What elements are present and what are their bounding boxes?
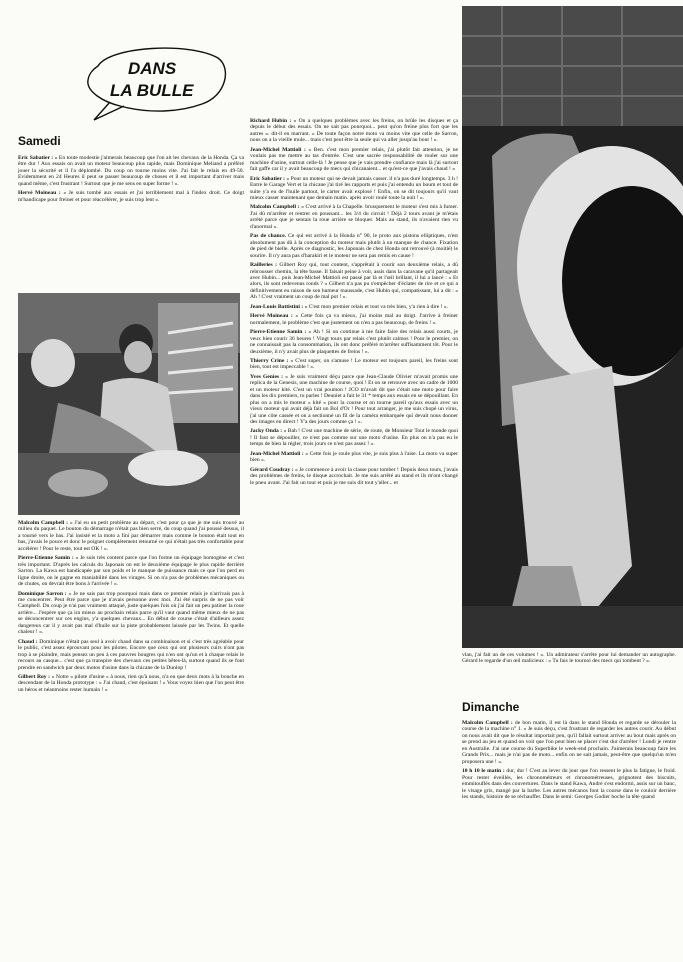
paragraph: Chaud : Dominique n'était pas seul à avoir chaud dans sa combinaison et si c'est très agréable pour le public, c'est assez éprouvant pour les pilotes. Encore que ceux qui ont plusieurs cuirs n'ont pas trop à se plaindre, mais pensez un peu à ces pauvres bougres qui n'en ont qu'un et à chaque relais le recours au casque... c'est que ça transpire des chevaux ces petites bêtes-là, surtout quand ils se font prendre en sandwich par deux motos d'usine dans la chicane de la Dunlop !: [18, 638, 244, 671]
riders-camp-photo: [18, 293, 240, 515]
rider-portrait-photo: [462, 6, 683, 648]
title-line1: DANS: [128, 59, 177, 78]
paragraph: vlan, j'ai fait un de ces volumes ! ». Un admirateur s'arrête pour lui demander un autographe. Gérard le regarde d'un œil malicieux : « Tu fais le tournoi des mecs qui tombent ? ».: [462, 652, 676, 665]
paragraph: Eric Sabatier : « En toute modestie j'aimerais beaucoup que l'on ait les chevaux de la Honda. Ça va être dur ! Aux essais on avait un moteur beaucoup plus rapide, mais Dominique Meliand a préféré jouer la sécurité et il l'a déplombé. Du coup on tourne moins vite. J'ai fait le relais en 49-50. Evidemment en 24 Heures il peut se passer beaucoup de choses et il est important d'arriver mais quand même, c'est frustrant ! Surtout que je me sens en super forme ! ».: [18, 155, 244, 187]
col2-text: [250, 118, 458, 954]
paragraph: Gilbert Roy : « Notre « pilote d'usine » à nous, rien qu'à nous, n'a eu que deux mots à la bouche en descendant de la Honda prototype : « J'ai chaud, c'est épuisant ! » Vous voyez bien que l'on peut être un héros et néanmoins rester humain ! »: [18, 673, 244, 693]
paragraph: Jean-Michel Mattioli : « Ben. c'est mon premier relais, j'ai plutôt fait attention, je ne voulais pas me mettre au tas d'entrée. C'est une sacrée responsabilité de rouler sur une machine d'usine, surtout celle-là ! Je pense que je vais prendre confiance mais là j'ai surtout fait gaffe car il y avait beaucoup de mecs qui chicanaient... et qu'est-ce que j'avais chaud ! »: [250, 146, 458, 173]
paragraph: Hervé Moineau : « Cette fois ça va mieux, j'ai moins mal au doigt. J'arrive à freiner normalement, le problème c'est que justement on n'en a pas beaucoup, de freins ! ».: [250, 313, 458, 326]
col1-bottom-text: [18, 520, 244, 952]
title-line2: LA BULLE: [110, 81, 194, 100]
section-sunday: Dimanche: [462, 700, 520, 714]
col1-top-text: [18, 155, 244, 293]
col3-top-text: [462, 652, 676, 700]
paragraph: Eric Sabatier : « Pour un moteur qui ne devait jamais casser. il n'a pas duré longtemps. 3 h ! Entre le Garage Vert et la chicane j'ai tiré les rapports et puis j'ai entendu un boum et tout de suite y'a eu de l'huile partout, le carter avait explosé ! Enfin, on se dit toujours qu'il vaut mieux casser maintenant que demain matin. après avoir roulé toute la nuit ! ».: [250, 175, 458, 201]
paragraph: Dominique Sarron : « Je ne sais pas trop pourquoi mais dans ce premier relais je n'arrivais pas à me concentrer. Peut être parce que je n'avais personne avec moi. J'ai été surpris de ne pas voir Campbell. Du coup je n'ai pas vraiment attaqué, juste quelques fois où j'ai fait un peu patiner la roue arrière... J'espère que ça ira mieux au prochain relais parce qu'il vaut quand même mieux de ne pas se déconcentrer sur ces engins, y'a quelques chevaux... En début de course c'était d'ailleurs assez dangereux car il y avait pas mal d'huile sur la piste probablement laissée par les Twins. Et quelle chaleur ! ».: [18, 590, 244, 636]
col3-sunday-text: [462, 720, 676, 954]
paragraph: Thierry Crine : « C'est super, on s'amuse ! Le moteur est toujours pareil, les freins sont bien, tout est impeccable ! ».: [250, 357, 458, 371]
paragraph: Jean-Louis Battistini : « C'est mon premier relais et tout va très bien, y'a rien à dire ! ».: [250, 303, 449, 310]
paragraph: Richard Hubin : « On a quelques problèmes avec les freins, on brûle les disques et ça depuis le début des essais. On ne sait pas pourquoi... peut qu'on freine plus fort que les autres ». dit-il en marrant. « De toute façon notre moto va moins vite que celle de Sarron, nous on a la vieille mule... mais c'est peut être la seule qui va aller jusqu'au bout ! ».: [250, 118, 458, 144]
paragraph: Hervé Moineau : « Je suis tombé aux essais et j'ai terriblement mal à l'index droit. Ce doigt m'handicape pour freiner et pour réaccélérer, je suis trop lent ».: [18, 190, 244, 203]
paragraph: Jean-Michel Mattioli : « Cette fois je roule plus vite, je suis plus à l'aise. La moto va super bien ».: [250, 450, 458, 464]
paragraph: Pierre-Etienne Samin : « Je suis très content parce que l'on forme un équipage homogène et c'est très important. D'après les calculs du Japonais on est le deuxième équipage le plus rapide derrière Sarron. La Kawa est handicapée par son poids et le manque de puissance mais ce que l'on perd en ligne droite, on le gagne en maniabilité dans les virages. Si on n'a pas de problèmes mécaniques ou de chutes, on devrait être bons à l'arrivée ! ».: [18, 555, 244, 588]
paragraph: Jacky Onda : « Bah ! C'est une machine de série, de route, de Monsieur Tout le monde quoi ! Il faut se dépouiller, ce n'est pas comme sur une moto d'usine. En plus on n'a pas eu le temps de bien la régler, trois jours ce n'est pas assez ! ».: [250, 428, 458, 448]
dans-la-bulle-logo: [80, 40, 230, 122]
paragraph: Pierre-Etienne Samin : « Ah ! Si on continue à me faire faire des relais aussi courts, je veux bien courir 36 heures ! Vingt tours par relais c'est plutôt calmos ! Pour le premier, on ne connaissait pas la consommation, ils ont donc préféré m'arrêter suffisamment tôt. Pour le deuxième, il n'y avait plus de plaquettes de freins ! ».: [250, 329, 458, 355]
paragraph: Malcolm Campbell : « C'est arrivé à la Chapelle. brusquement le moteur s'est mis à fumer. J'ai dû m'arrêter et rentrer en poussant... les 3/4 du circuit ! Déjà 2 tours avant je m'étais arrêté parce que je sentais la roue arrière se bloquer. Mais au stand, ils n'avaient rien vu d'anormal ».: [250, 204, 458, 230]
paragraph: Pas de chance. Ce qui est arrivé à la Honda n° 90, le proto aux pistons elliptiques, n'est absolument pas dû à la conception du moteur mais plutôt à un manque de chance. Fixation de pied de bielle. Après ce diagnostic, les Japonais de chez Honda ont retrouvé (à moitié) le sourire. Il n'y aura pas d'harakiri et le moteur ne sera pas remis en cause !: [250, 233, 458, 259]
paragraph: Gérard Coudray : « Je commence à avoir la classe pour tomber ! Depuis deux tours, j'avais des problèmes de freins, le disque accrochait. Je me suis arrêté au stand et ils m'ont changé le pneu avant. J'ai fait un tour et puis je me suis dit tout y'aller... et: [250, 466, 458, 486]
section-saturday: Samedi: [18, 134, 61, 148]
paragraph: Malcolm Campbell : « J'ai eu un petit problème au départ, c'est pour ça que je me suis trouvé au milieu du paquet. Le bouton du démarrage n'était pas bien serré, du coup quand j'ai poussé dessus, il a tourné vers le bas. J'ai insisté et la moto a fini par démarrer mais comme le bouton était tout en bas, j'avais le pouce et donc le poignet complètement retourné ce qui n'était pas très confortable pour accélérer ! Pour le reste, tout est OK ! ».: [18, 520, 244, 552]
paragraph: Malcolm Campbell : de bon matin, il est là dans le stand Honda et regarde se dérouler la course de la machine n° 1. « Je suis déçu, c'est frustrant de regarder les autres courir. Au début on nous avait dit que le résultat importait peu, qu'il fallait surtout arriver au bout mais après on se prend au jeu et quand on voit que l'on peut bien se placer c'est dur d'arrêter ! Lundi je rentre en Australie. J'ai une course du Superbike le week-end prochain. J'aimerais beaucoup faire les Grands Prix... mais je n'ai pas de moto... enfin on ne sait jamais, peut-être que quelqu'un m'en proposera une ! ».: [462, 720, 676, 765]
paragraph: Yves Genies : « Je suis vraiment déçu parce que Jean-Claude Olivier m'avait promis une replica de la Genesis, une machine de course, quoi ! Et on se retrouve avec un cadre de 1000 et un moteur kité. C'est un vrai poumon ! JCO m'avait dit que c'était une moto pour faire dans les dix premiers, tu parles ! Deuniet a fait le 31 * temps aux essais en se dépouillant. En plus on a mis le moteur « kité » pour la course et on tourne pareil qu'aux essais avec un vieux moteur qui avait déjà fait un Bol d'Or ! Pour tout arranger, je me suis chopé un virus, j'ai une côte cassée et on a sectionné un fil de la caméra embarquée qui devait nous donner des images en direct ! Y'a des jours comme ça ! ».: [250, 373, 458, 426]
paragraph: 10 h 10 le matin : dur, dur ! C'est au lever du jour que l'on ressent le plus la fatigue, le froid. Pour rester éveillés, les chronométreurs et chronométreuses, grignotent des biscuits, emmitouflés dans des couvertures. Dans le stand Kawa, André s'est endormi, assis sur un banc, le visage gris, mangé par la barbe. Les autres mécanos font la course dans le couloir derrière les stands, histoire de se réchauffer. Dans le semi: Georges Godier hoche la tête quand: [462, 768, 676, 800]
paragraph: Railleries : Gilbert Roy qui, tout content, s'apprêtait à courir son deuxième relais, a dû rebrousser chemin, la tête basse. Il faisait peine à voir, assis dans la caravane qu'il partageait avec Hubin... puis Jean-Michel Mattioli est passé par là et l'œil brillant, il lui a lancé : « Et alors, ils sont redevenus ronds ? » Gilbert n'a pas pu s'empêcher d'éclater de rire et ce qui a définitivement eu raison de son humeur maussade, c'est Hubin qui, compatissant, lui a dit : « Ah ! C'est vraiment un coup de mal pot ! ».: [250, 262, 458, 301]
